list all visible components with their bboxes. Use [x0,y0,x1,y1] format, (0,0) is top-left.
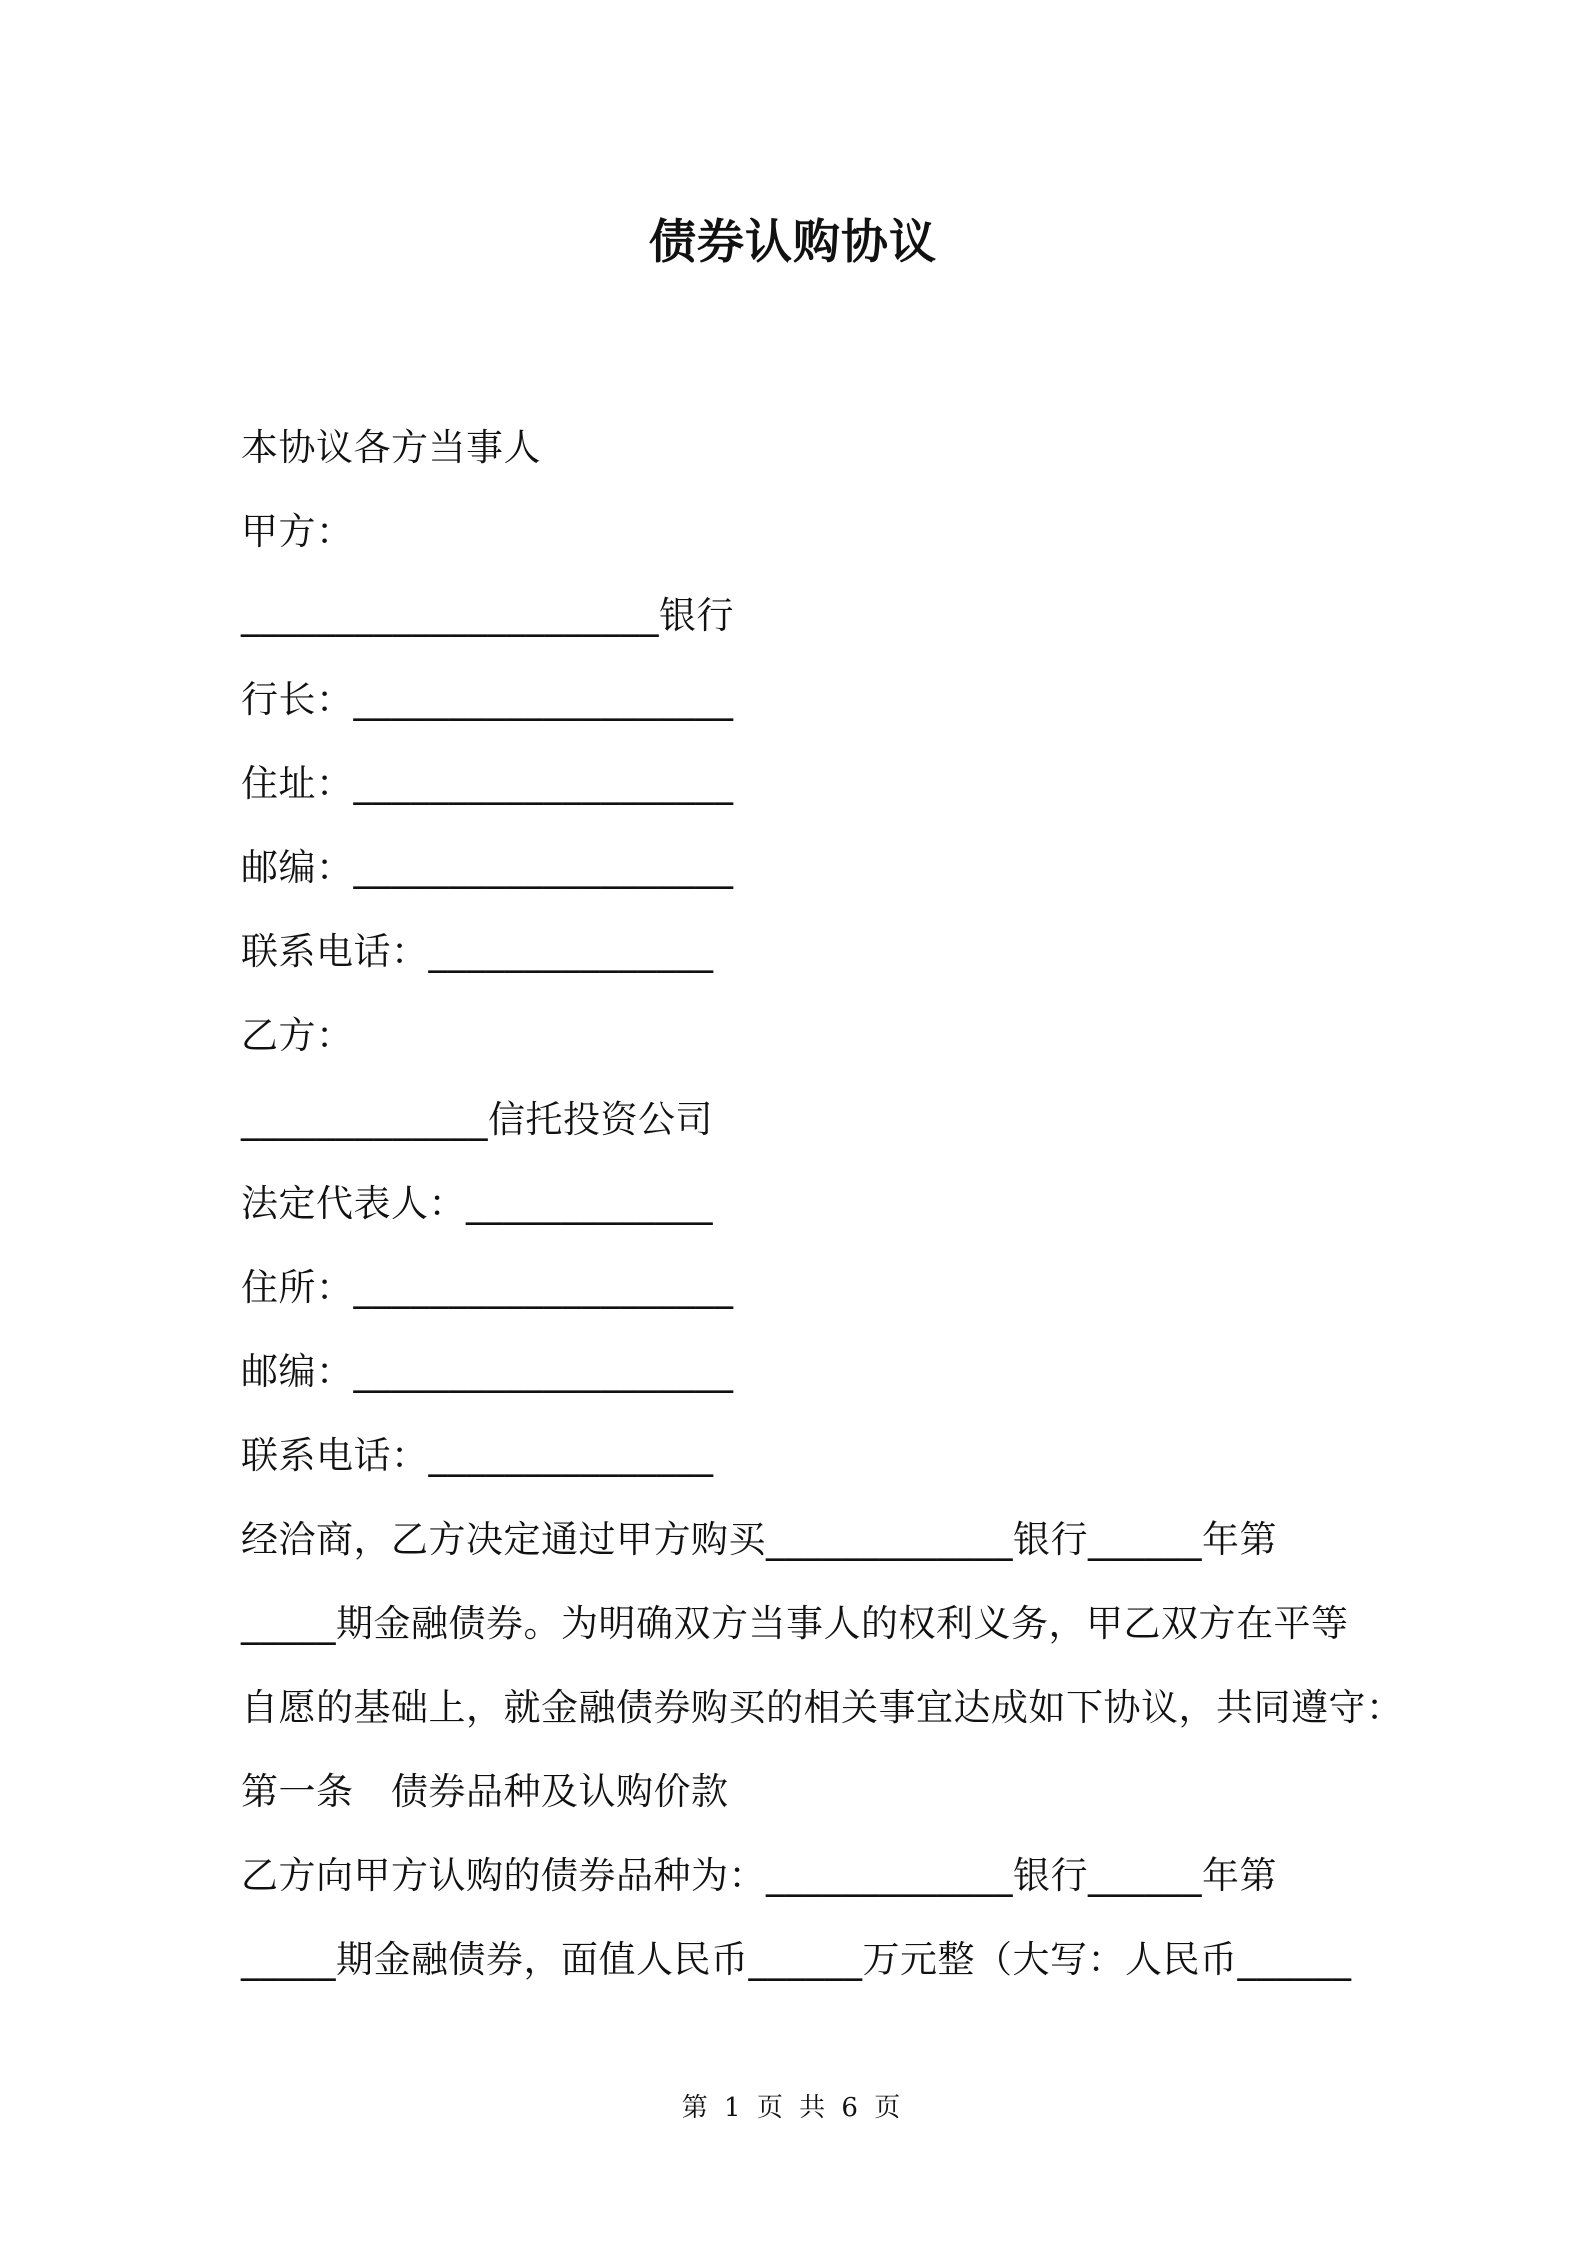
party-a-label: 甲方： [241,510,354,553]
party-b-label: 乙方： [241,1014,354,1057]
party-a-president-line: 行长：____________________ [241,678,734,721]
page-number-footer: 第 1 页 共 6 页 [681,2093,905,2123]
article-1-line-1: 乙方向甲方认购的债券品种为：_____________银行______年第 [241,1854,1277,1897]
parties-heading: 本协议各方当事人 [241,426,541,469]
party-b-residence-line: 住所：____________________ [241,1266,734,1309]
article-1-heading: 第一条 债券品种及认购价款 [241,1770,729,1813]
party-a-address-line: 住址：____________________ [241,762,734,805]
preamble-line-3: 自愿的基础上，就金融债券购买的相关事宜达成如下协议，共同遵守： [241,1686,1404,1729]
party-b-company-line: _____________信托投资公司 [241,1098,713,1141]
preamble-line-1: 经洽商，乙方决定通过甲方购买_____________银行______年第 [241,1518,1277,1561]
party-b-postcode-line: 邮编：____________________ [241,1350,734,1393]
document-title: 债券认购协议 [649,215,937,270]
party-a-phone-line: 联系电话：_______________ [241,930,714,973]
document-body [241,406,1404,2002]
party-a-bank-line: ______________________银行 [241,594,734,637]
party-b-representative-line: 法定代表人：_____________ [241,1182,713,1225]
party-a-postcode-line: 邮编：____________________ [241,846,734,889]
party-b-phone-line: 联系电话：_______________ [241,1434,714,1477]
article-1-line-2: _____期金融债券，面值人民币______万元整（大写：人民币______ [241,1938,1352,1981]
preamble-line-2: _____期金融债券。为明确双方当事人的权利义务，甲乙双方在平等 [241,1602,1349,1645]
